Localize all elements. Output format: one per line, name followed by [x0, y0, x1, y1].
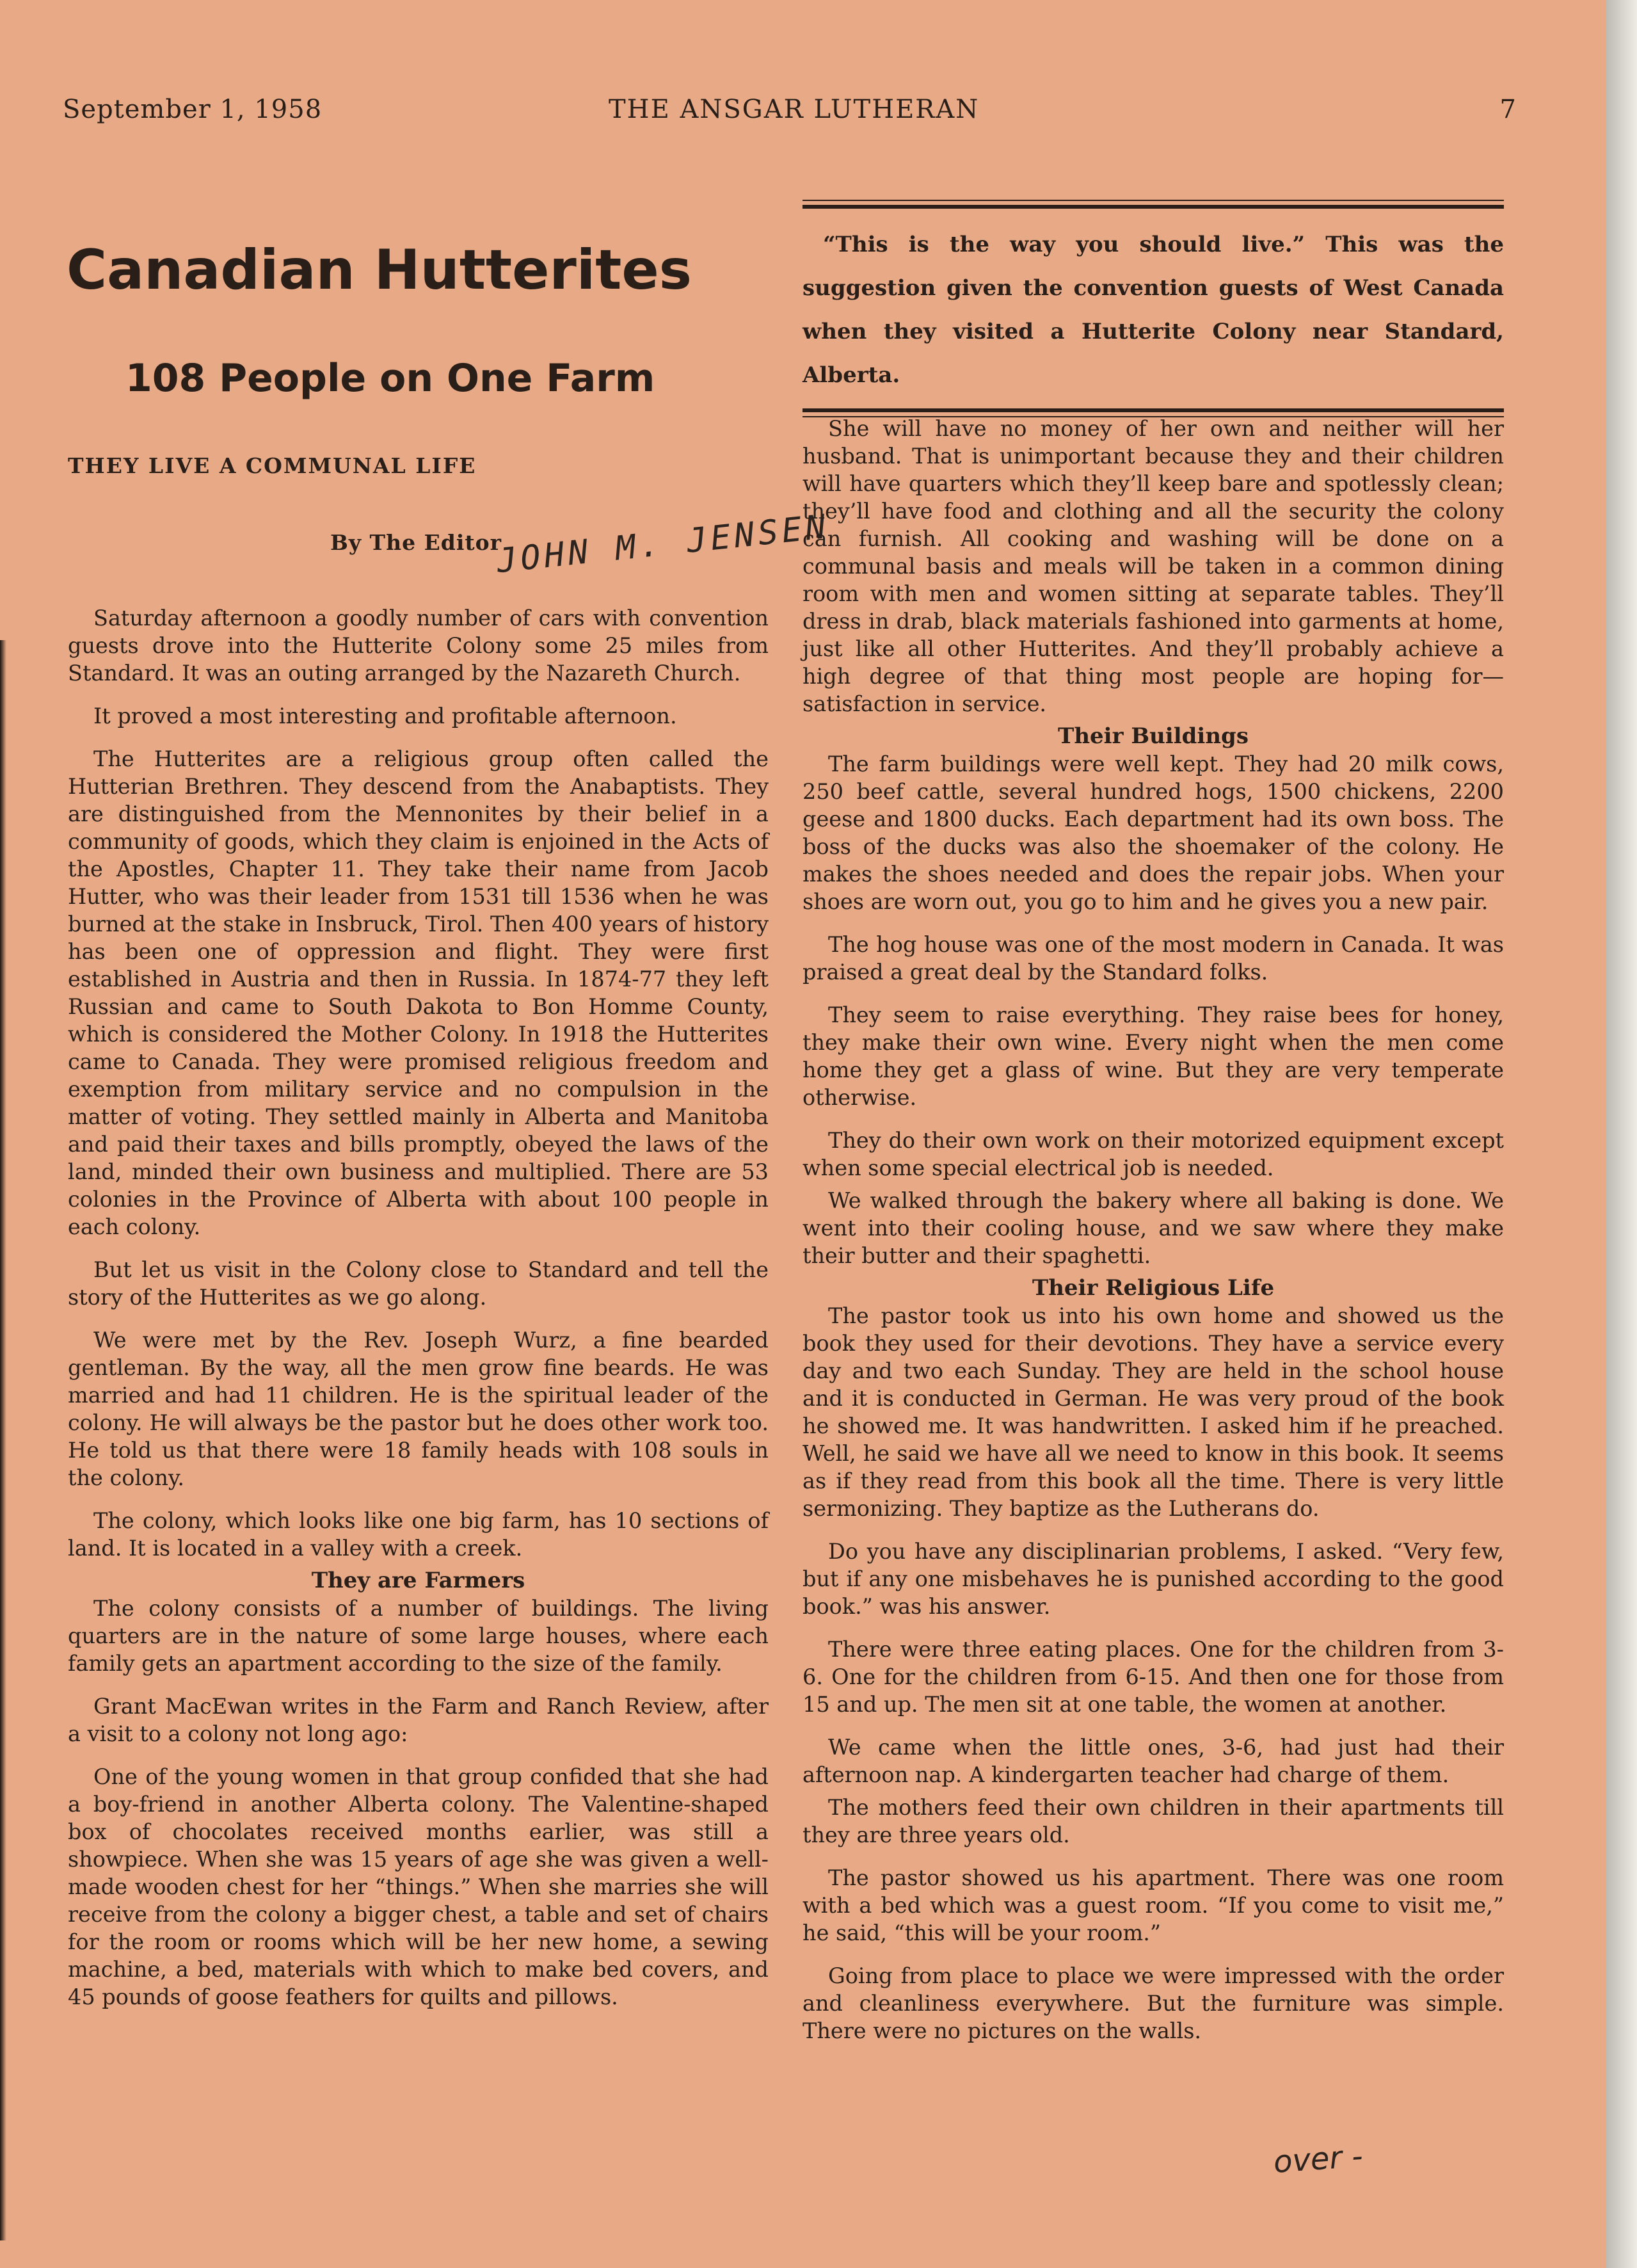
paragraph: The colony consists of a number of buildings. The living quarters are in the nature of some large houses, where each family gets an apartment according to the size of the family.	[68, 1596, 769, 1676]
section-heading: They are Farmers	[311, 1568, 525, 1593]
paragraph: One of the young women in that group confided that she had a boy-friend in another Alberta colony. The Valentine-shaped box of chocolates received months earlier, was still a showpiece. When she was 15 years of age she was given a well-made wooden chest for her “things.” When she marries she will receive from the colony a bigger chest, a table and set of chairs for the room or rooms which will be her new home, a sewing machine, a bed, materials with which to make bed covers, and 45 pounds of goose feathers for quilts and pillows.	[68, 1764, 769, 2009]
pull-quote-box: “This is the way you should live.” This was the suggestion given the convention guests of West Canada when they visited a Hutterite Colony near Standard, Alberta.	[803, 205, 1504, 412]
article-title: Canadian Hutterites	[67, 238, 692, 302]
article-kicker: THEY LIVE A COMMUNAL LIFE	[68, 453, 477, 478]
handwritten-note: over -	[1272, 2138, 1364, 2180]
paragraph: We were met by the Rev. Joseph Wurz, a fine bearded gentleman. By the way, all the men grow fine beards. He was married and had 11 children. He is the spiritual leader of the colony. He will always be the pastor but he does other work too. He told us that there were 18 family heads with 108 souls in the colony.	[68, 1328, 769, 1490]
byline: By The Editor	[330, 530, 502, 555]
paragraph: But let us visit in the Colony close to Standard and tell the story of the Hutterites as we go along.	[68, 1257, 769, 1310]
paragraph: Grant MacEwan writes in the Farm and Ranch Review, after a visit to a colony not long ago:	[68, 1694, 769, 1746]
paragraph: They do their own work on their motorized equipment except when some special electrical job is needed.	[803, 1128, 1504, 1180]
paragraph: It proved a most interesting and profitable afternoon.	[93, 704, 677, 728]
paragraph: The mothers feed their own children in their apartments till they are three years old.	[803, 1795, 1504, 1847]
paragraph: Saturday afternoon a goodly number of cars with convention guests drove into the Hutterite Colony some 25 miles from Standard. It was an outing arranged by the Nazareth Church.	[68, 606, 769, 686]
paragraph: The pastor took us into his own home and showed us the book they used for their devotions. They have a service every day and two each Sunday. They are held in the school house and it is conducted in German. He was very proud of the book he showed me. It was handwritten. I asked him if he preached. Well, he said we have all we need to know in this book. It seems as if they read from this book all the time. There is very little sermonizing. They baptize as the Lutherans do.	[803, 1303, 1504, 1521]
section-heading: Their Religious Life	[1032, 1275, 1275, 1301]
paragraph: The pastor showed us his apartment. There was one room with a bed which was a guest room. “If you come to visit me,” he said, “this will be your room.”	[803, 1865, 1504, 1945]
paragraph: Going from place to place we were impressed with the order and cleanliness everywhere. But the furniture was simple. There were no pictures on the walls.	[803, 1963, 1504, 2043]
page-edge-shadow	[0, 640, 6, 2240]
page-header	[63, 95, 1517, 133]
page-number: 7	[1499, 95, 1517, 124]
handwritten-signature: JOHN M. JENSEN	[495, 507, 832, 581]
section-heading: Their Buildings	[1058, 723, 1249, 749]
paragraph: The Hutterites are a religious group often called the Hutterian Brethren. They descend from the Anabaptists. They are distinguished from the Mennonites by their belief in a community of goods, which they claim is enjoined in the Acts of the Apostles, Chapter 11. They take their name from Jacob Hutter, who was their leader from 1531 till 1536 when he was burned at the stake in Insbruck, Tirol. Then 400 years of history has been one of oppression and flight. They were first established in Austria and then in Russia. In 1874-77 they left Russian and came to South Dakota to Bon Homme County, which is considered the Mother Colony. In 1918 the Hutterites came to Canada. They were promised religious freedom and exemption from military service and no compulsion in the matter of voting. They settled mainly in Alberta and Manitoba and paid their taxes and bills promptly, obeyed the laws of the land, minded their own business and multiplied. There are 53 colonies in the Province of Alberta with about 100 people in each colony.	[68, 746, 769, 1239]
publication-name: THE ANSGAR LUTHERAN	[609, 95, 980, 124]
right-column	[803, 415, 1504, 2060]
paragraph: Do you have any disciplinarian problems, I asked. “Very few, but if any one misbehaves he is punished according to the good book.” was his answer.	[803, 1539, 1504, 1619]
paragraph: There were three eating places. One for the children from 3-6. One for the children from 6-15. And then one for those from 15 and up. The men sit at one table, the women at another.	[803, 1637, 1504, 1717]
paragraph: The hog house was one of the most modern in Canada. It was praised a great deal by the Standard folks.	[803, 932, 1504, 985]
scanner-background	[1606, 0, 1637, 2268]
paragraph: The colony, which looks like one big farm, has 10 sections of land. It is located in a valley with a creek.	[68, 1508, 769, 1561]
paragraph: She will have no money of her own and neither will her husband. That is unimportant because they and their children will have quarters which they’ll keep bare and spotlessly clean; they’ll have food and clothing and all the security the colony can furnish. All cooking and washing will be done on a communal basis and meals will be taken in a common dining room with men and women sitting at separate tables. They’ll dress in drab, black materials fashioned into garments at home, just like all other Hutterites. And they’ll probably achieve a high degree of that thing most people are hoping for—satisfaction in service.	[803, 416, 1504, 716]
paragraph: They seem to raise everything. They raise bees for honey, they make their own wine. Every night when the men come home they get a glass of wine. But they are very temperate otherwise.	[803, 1002, 1504, 1110]
article-subtitle: 108 People on One Farm	[125, 356, 655, 401]
issue-date: September 1, 1958	[63, 95, 323, 124]
left-column	[68, 604, 769, 2026]
paragraph: We walked through the bakery where all baking is done. We went into their cooling house, and we saw where they make their butter and their spaghetti.	[803, 1188, 1504, 1268]
paragraph: We came when the little ones, 3-6, had just had their afternoon nap. A kindergarten teacher had charge of them.	[803, 1735, 1504, 1787]
paragraph: The farm buildings were well kept. They had 20 milk cows, 250 beef cattle, several hundred hogs, 1500 chickens, 2200 geese and 1800 ducks. Each department had its own boss. The boss of the ducks was also the shoemaker of the colony. He makes the shoes needed and does the repair jobs. When your shoes are worn out, you go to him and he gives you a new pair.	[803, 752, 1504, 914]
